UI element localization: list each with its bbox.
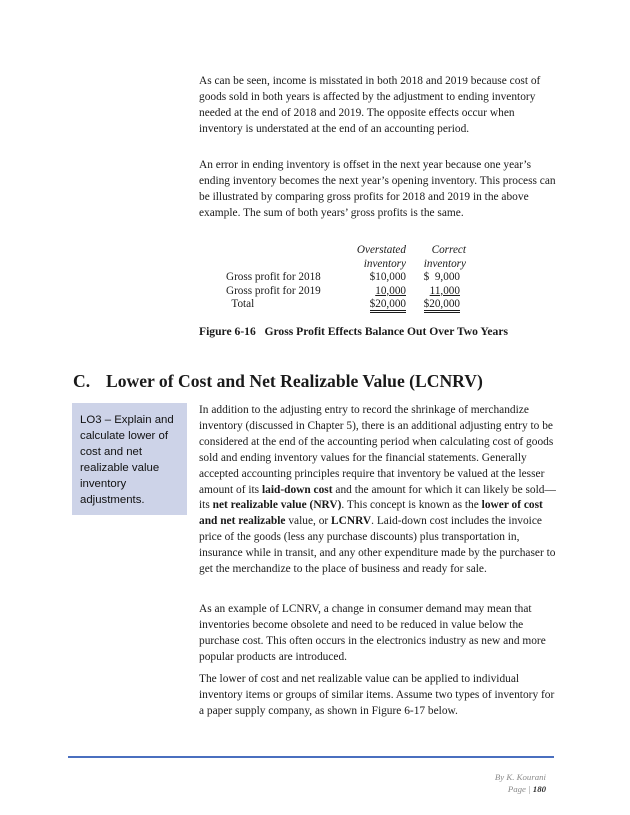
paragraph-misstated-income: As can be seen, income is misstated in both 2018 and 2019 because cost of goods sold in both years is affected by the adjustment to ending inventory needed at the end of 2018 and 2019. The opposite effects occur when inventory is understated at the end of an accounting period.: [199, 75, 541, 135]
correct-total: $20,000: [424, 298, 460, 313]
footer-author: By K. Kourani: [494, 772, 546, 782]
overstated-value: 10,000: [375, 284, 406, 297]
figure-caption: Figure 6-16 Gross Profit Effects Balance Out Over Two Years: [199, 325, 509, 338]
overstated-value-wrap: [336, 285, 406, 297]
text-run: . Laid-down cost includes the invoice price of the goods (less any purchase discounts) plus transportation in, insurance while in transit, and any other expenditure made by the purchaser to get the merchandize to the place of business and ready for sale.: [199, 515, 556, 576]
learning-objective-text: LO3 – Explain and calculate lower of cost and net realizable value inventory adjustments.: [80, 414, 174, 506]
correct-value: $ 9,000: [423, 271, 460, 283]
page-number: 180: [532, 784, 546, 794]
overstated-total-wrap: [336, 298, 406, 310]
footer: [495, 771, 546, 795]
header-overstated-line2: inventory: [363, 257, 406, 270]
paragraph-offset-error: An error in ending inventory is offset in the next year because one year’s ending inventory becomes the next year’s opening inventory. This process can be illustrated by comparing gross profits for 2018 and 2019 in the above example. The sum of both years’ gross profits is the same.: [199, 159, 556, 219]
term-lcnrv: LCNRV: [331, 515, 372, 528]
correct-value-wrap: [412, 285, 460, 297]
correct-value: 11,000: [429, 284, 460, 297]
text-run: In addition to the adjusting entry to record the shrinkage of merchandize inventory (discussed in Chapter 5), there is an additional adjusting entry to be considered at the end of the accounting period when calculating cost of goods sold and ending inventory values for the financial statements. Generally accepted accounting principles require that inventory be valued at the lesser amount of its: [199, 404, 554, 496]
term-nrv: net realizable value (NRV): [212, 499, 342, 512]
text-run: value, or: [285, 515, 332, 528]
overstated-total: $20,000: [370, 298, 406, 313]
text-run: and the amount for which it can likely be sold—its: [199, 483, 556, 512]
term-lower-of-cost: lower of cost and net realizable: [199, 499, 543, 528]
row-label: Gross profit for 2019: [226, 284, 321, 297]
header-correct-line2: inventory: [423, 257, 466, 270]
footer-rule: [68, 756, 554, 758]
page-label: Page |: [507, 784, 533, 794]
section-letter: C.: [73, 371, 91, 391]
section-title: Lower of Cost and Net Realizable Value (LCNRV): [106, 371, 483, 391]
section-heading: [73, 371, 483, 392]
paragraph-lcnrv-definition: [199, 403, 561, 578]
row-label: Gross profit for 2018: [226, 271, 321, 283]
paragraph-apply-lcnrv: The lower of cost and net realizable value can be applied to individual inventory items or groups of similar items. Assume two types of inventory for a paper supply company, as shown in Figure 6-17 below.: [199, 673, 555, 717]
header-overstated-line1: Overstated: [356, 244, 406, 256]
text-run: . This concept is known as the: [341, 499, 482, 512]
correct-total-wrap: [412, 298, 460, 310]
row-label: Total: [226, 298, 255, 310]
paragraph-lcnrv-example: As an example of LCNRV, a change in consumer demand may mean that inventories become obsolete and need to be reduced in value below the purchase cost. This often occurs in the electronics industry as new and more popular products are introduced.: [199, 603, 546, 663]
term-laid-down-cost: laid-down cost: [261, 483, 333, 496]
overstated-value: $10,000: [369, 271, 406, 283]
header-correct-line1: Correct: [431, 244, 466, 256]
footer-page: [495, 783, 546, 795]
